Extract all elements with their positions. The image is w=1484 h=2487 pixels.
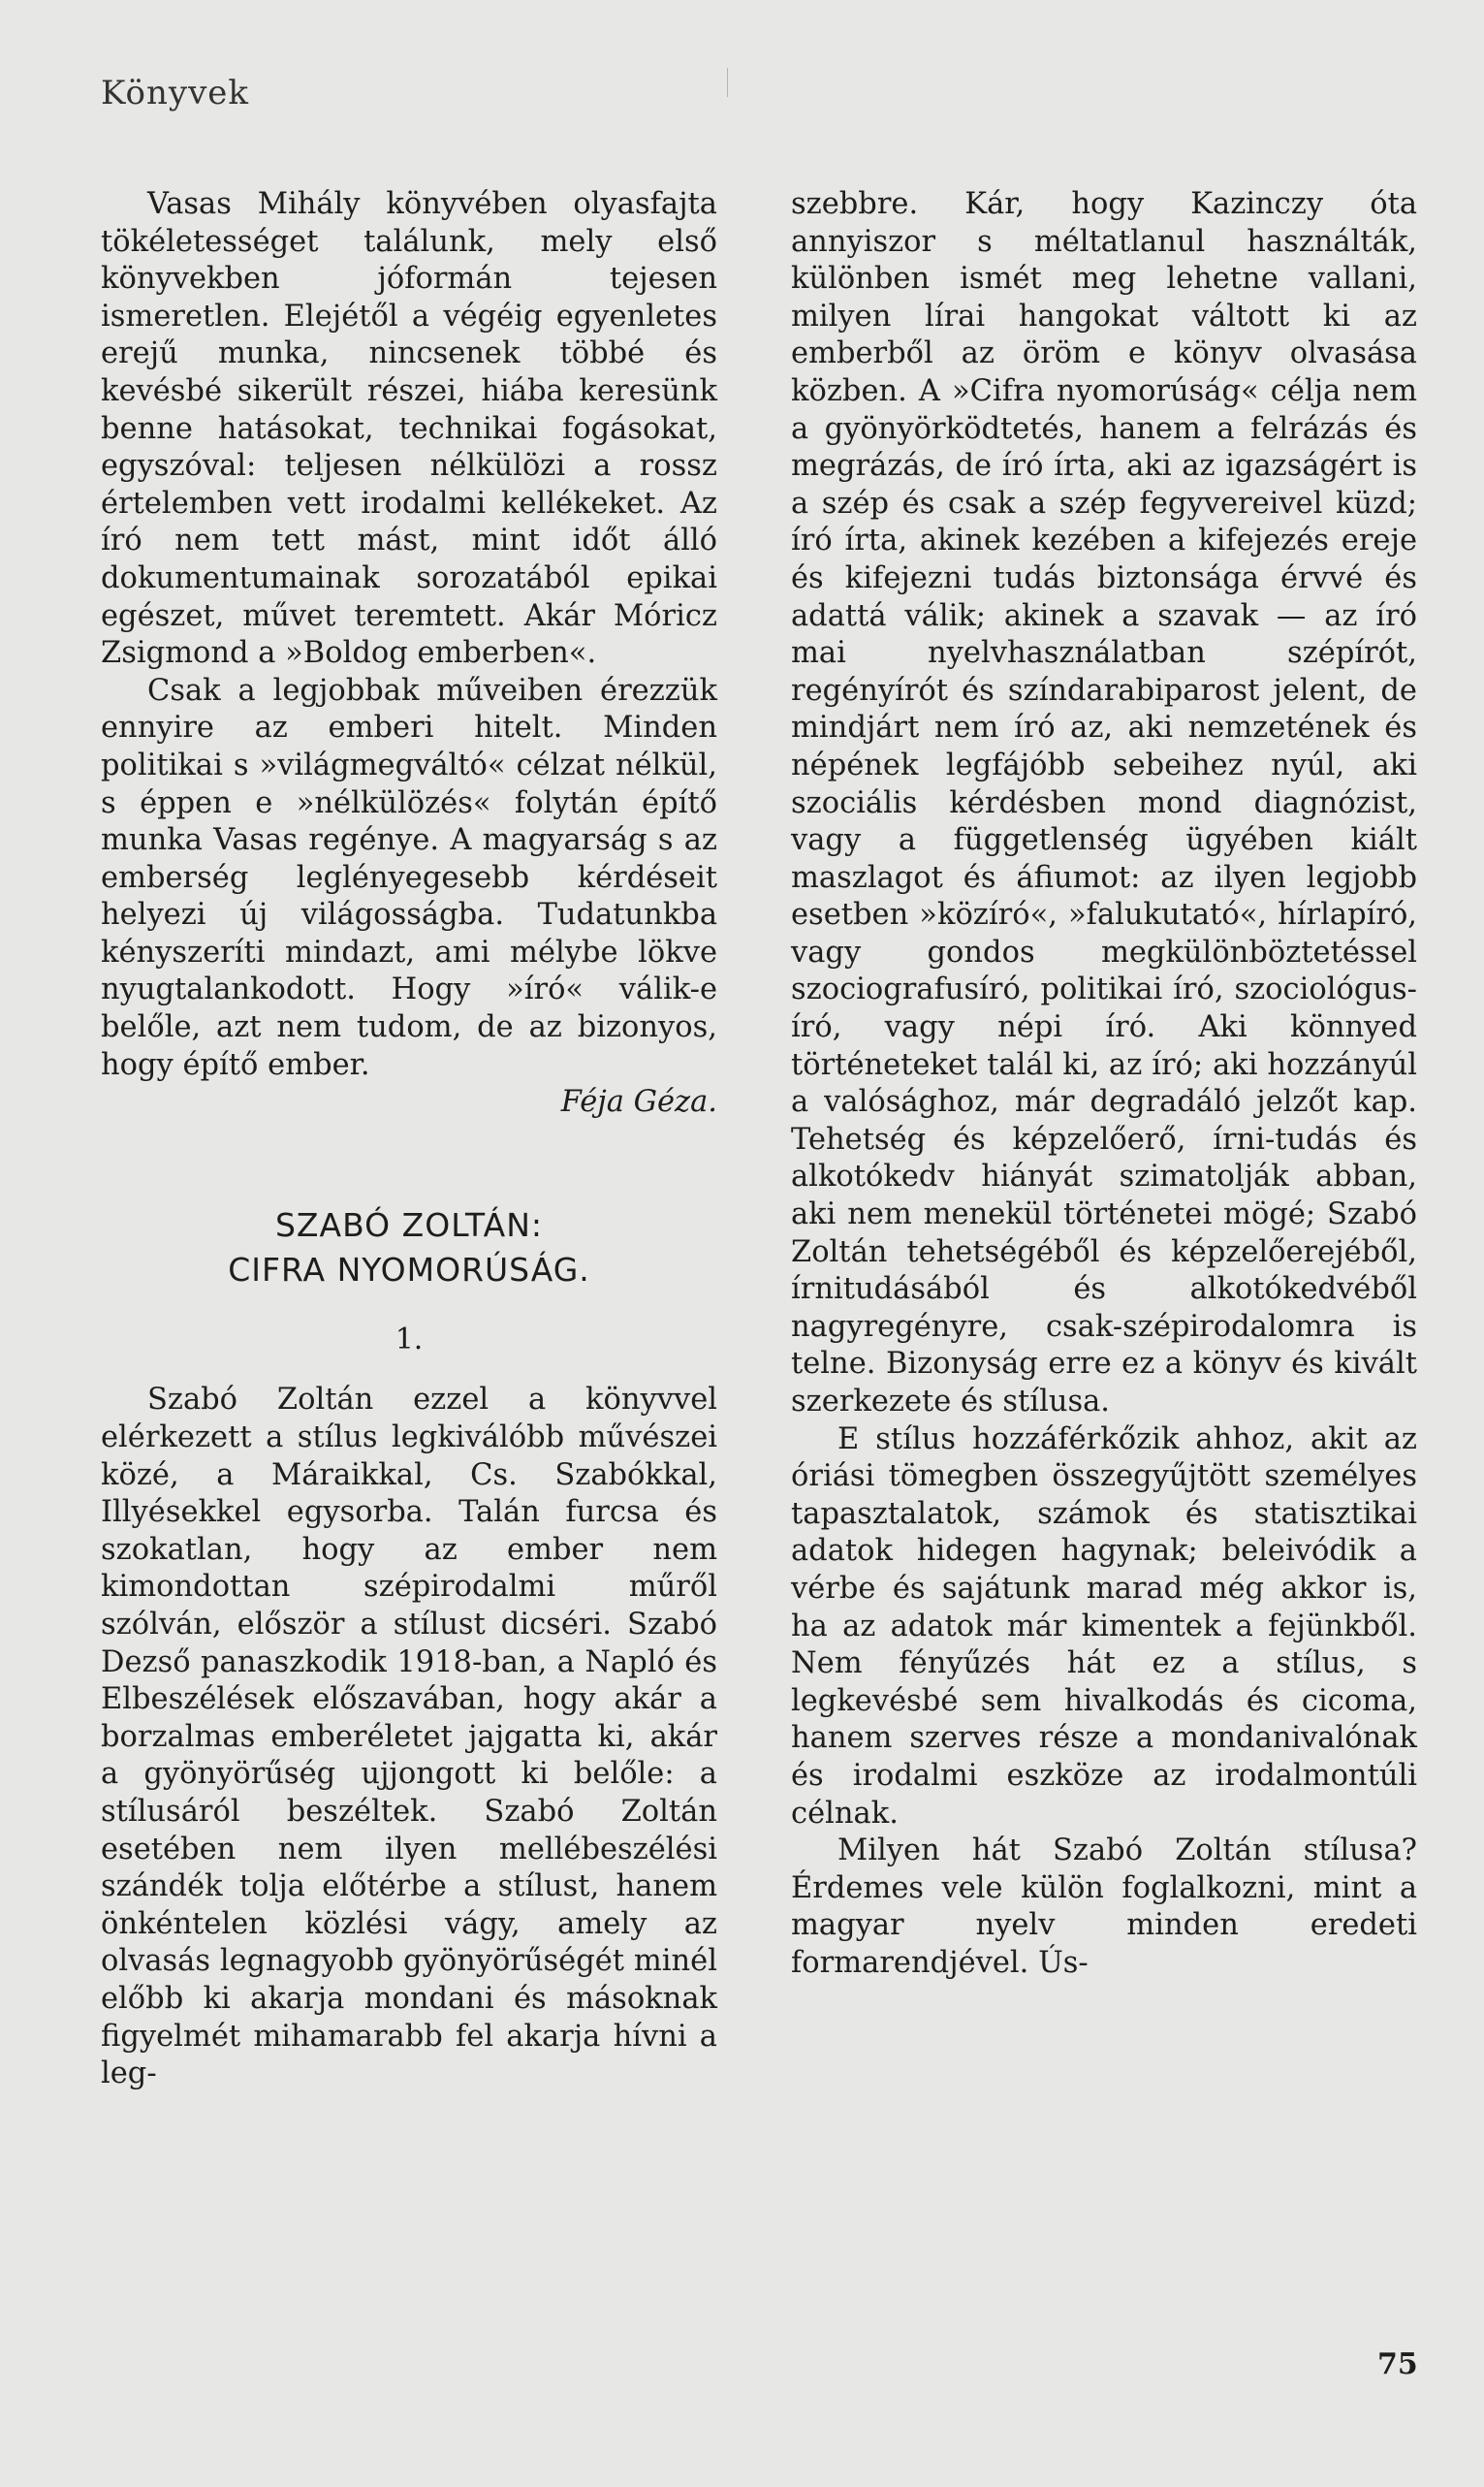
article-paragraph-2: szebbre. Kár, hogy Kazinczy óta annyiszor s méltatlanul használták, különben ismét meg lehetne vallani, milyen lírai hangokat váltott ki az emberből az öröm e könyv olvasása közben. A »Cifra nyomorúság« célja nem a gyönyörködtetés, hanem a felrázás és megrázás, de író írta, aki az igazságért is a szép és csak a szép fegyvereivel küzd; író írta, akinek kezében a kifejezés ereje és kifejezni tudás biztonsága érvvé és adattá válik; akinek a szavak — az író mai nyelvhasználatban szépírót, regényírót és színdarabiparost jelent, de mindjárt nem író az, aki nemzetének és népének legfájóbb sebeihez nyúl, aki szociális kérdésben mond diagnózist, vagy a függetlenség ügyében kiált maszlagot és áfiumot: az ilyen legjobb esetben »közíró«, »falukutató«, hírlapíró, vagy gondos megkülönböztetéssel szociografusíró, politikai író, szociológus-író, vagy népi író. Aki könnyed történeteket talál ki, az író; aki hozzányúl a valósághoz, már degradáló jelzőt kap. Tehetség és képzelőerő, írni-tudás és alkotókedv hiányát szimatolják abban, aki nem menekül történetei mögé; Szabó Zoltán tehetségéből és képzelőerejéből, írnitudásából és alkotókedvéből nagyregényre, csak-szépirodalomra is telne. Bizonyság erre ez a könyv és kivált szerkezete és stílusa. <box>791 187 1417 1419</box>
section-number: 1. <box>395 1322 424 1356</box>
left-column <box>101 186 717 2093</box>
article-title-author: SZABÓ ZOLTÁN: <box>274 1205 544 1244</box>
review-paragraph-2: Csak a legjobbak műveiben érezzük ennyire az emberi hitelt. Minden politikai s »világmegváltó« célzat nélkül, s éppen e »nélkülözés« folytán építő munka Vasas regénye. A magyarság s az emberség leglényegesebb kérdéseit helyezi új világosságba. Tudatunkba kényszeríti mindazt, ami mélybe lökve nyugtalankodott. Hogy »író« válik-e belőle, azt nem tudom, de az bizonyos, hogy építő ember. <box>101 673 717 1082</box>
article-title-work: CIFRA NYOMORÚSÁG. <box>228 1250 590 1289</box>
article-paragraph-3: E stílus hozzáférkőzik ahhoz, akit az óriási tömegben összegyűjtött személyes tapasztalatok, számok és statisztikai adatok hidegen hagynak; beleivódik a vérbe és sajátunk marad még akkor is, ha az adatok már kimentek a fejünkből. Nem fényűzés hát ez a stílus, s legkevésbé sem hivalkodás és cicoma, hanem szerves része a mondanivalónak és irodalmi eszköze az irodalmontúli célnak. <box>791 1421 1417 1831</box>
page-number: 75 <box>1377 2347 1418 2381</box>
article-paragraph-1: Szabó Zoltán ezzel a könyvvel elérkezett a stílus legkiválóbb művészei közé, a Máraikkal, Cs. Szabókkal, Illyésekkel egysorba. Talán furcsa és szokatlan, hogy az ember nem kimondottan szépirodalmi műről szólván, először a stílust dicséri. Szabó Dezső panaszkodik 1918-ban, a Napló és Elbeszélések előszavában, hogy akár a borzalmas emberéletet jajgatta ki, akár a gyönyörűség ujjongott ki belőle: a stílusáról beszéltek. Szabó Zoltán esetében nem ilyen mellébeszélési szándék tolja előtérbe a stílust, hanem önkéntelen közlési vágy, amely az olvasás legnagyobb gyönyörűségét minél előbb ki akarja mondani és másoknak figyelmét mihamarabb fel akarja hívni a leg- <box>101 1383 717 2091</box>
article-paragraph-4: Milyen hát Szabó Zoltán stílusa? Érdemes vele külön foglalkozni, mint a magyar nyelv minden eredeti formarendjével. Ús- <box>791 1833 1417 1980</box>
review-signature: Féja Géza. <box>560 1085 717 1120</box>
review-paragraph-1: Vasas Mihály könyvében olyasfajta tökéletességet találunk, mely első könyvekben jóformán tejesen ismeretlen. Elejétől a végéig egyenletes erejű munka, nincsenek többé és kevésbé sikerült részei, hiába keresünk benne hatásokat, technikai fogásokat, egyszóval: teljesen nélkülözi a rossz értelemben vett irodalmi kellékeket. Az író nem tett mást, mint időt álló dokumentumainak sorozatából epikai egészet, művet teremtett. Akár Móricz Zsigmond a »Boldog emberben«. <box>101 187 717 671</box>
center-mark <box>727 68 728 97</box>
running-head: Könyvek <box>101 74 249 112</box>
article-title <box>101 1203 717 1292</box>
right-column <box>791 186 1417 1983</box>
